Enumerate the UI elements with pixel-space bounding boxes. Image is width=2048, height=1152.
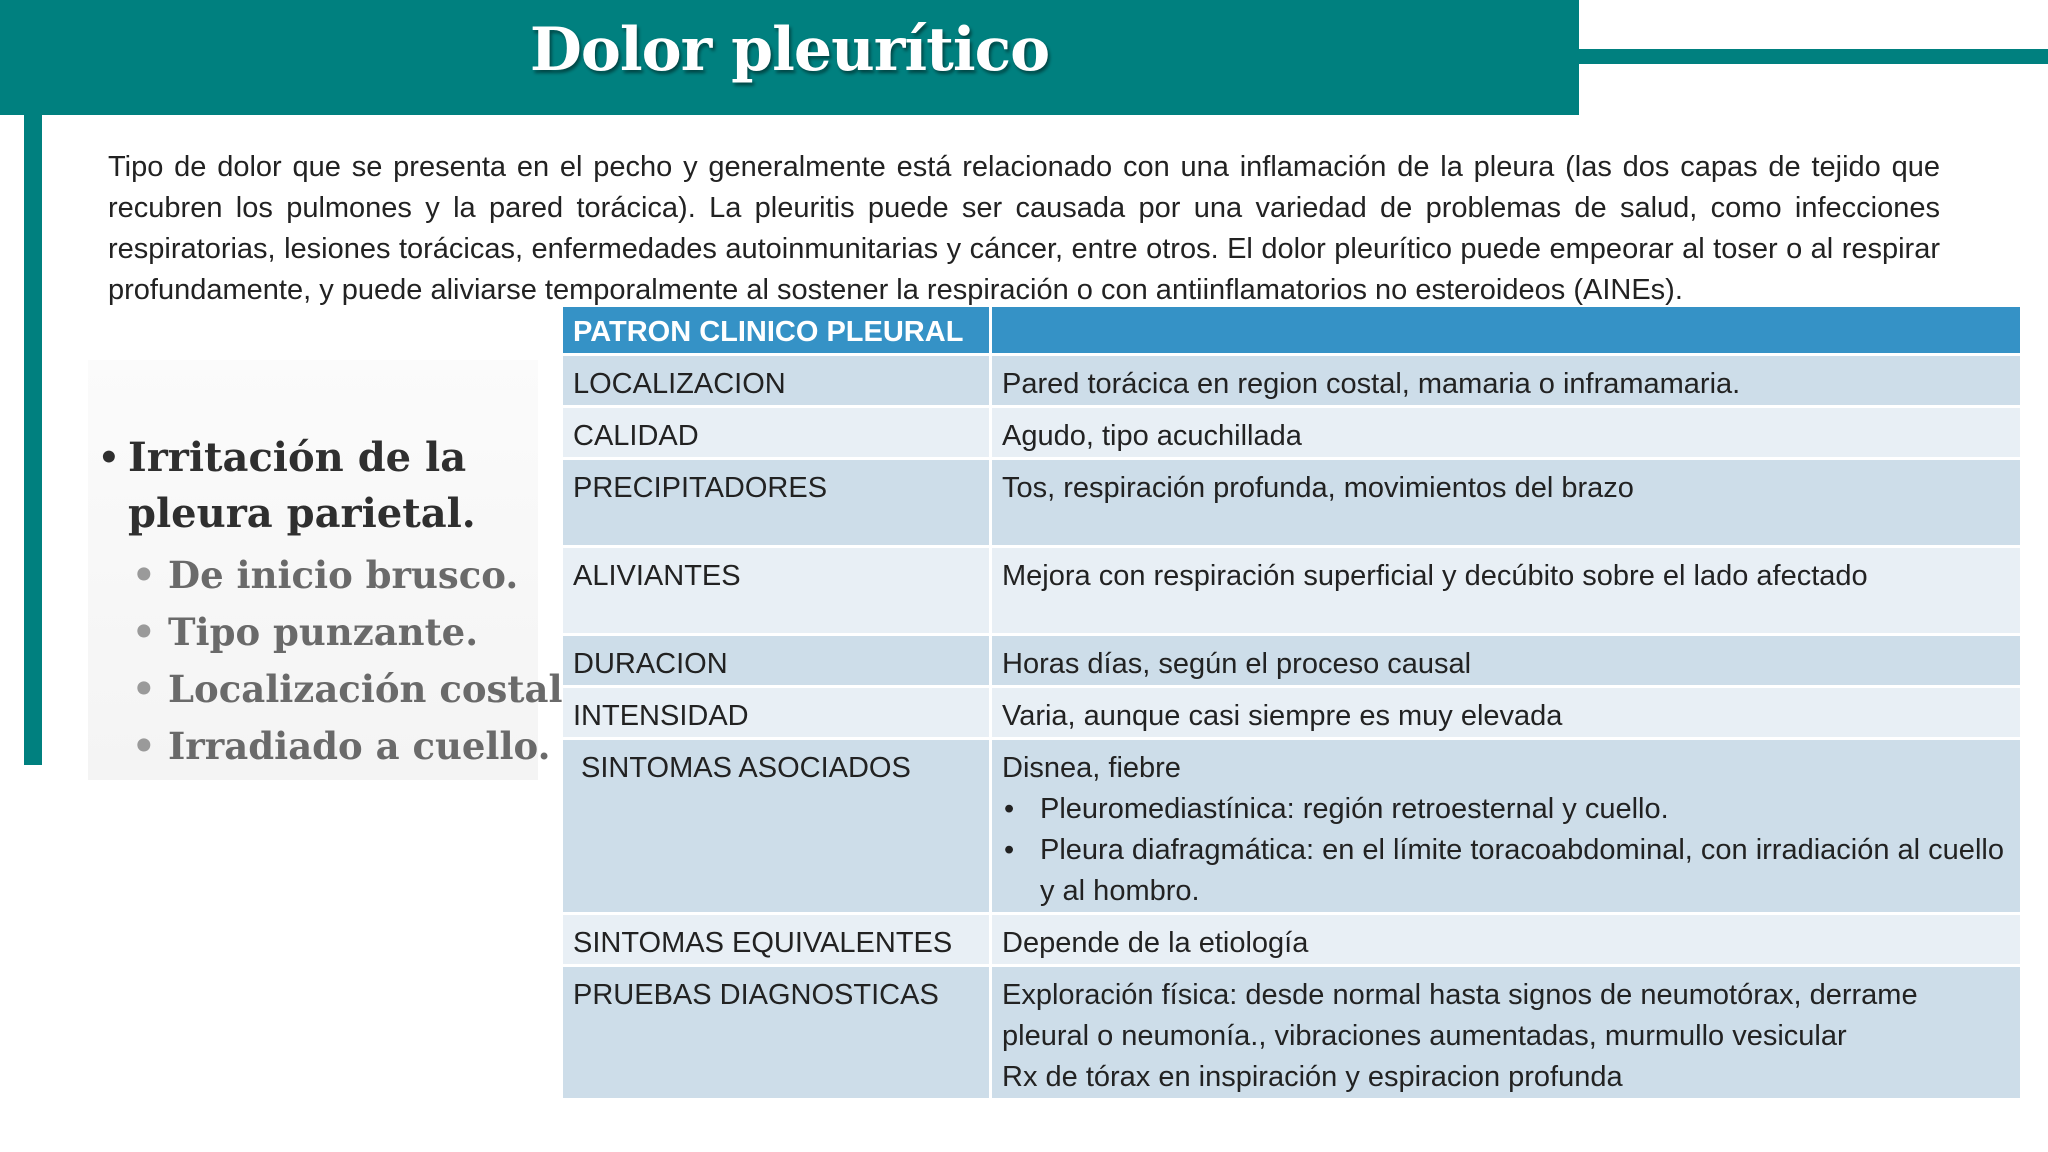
row-value-line: Exploración física: desde normal hasta signos de neumotórax, derrame pleural o neumonía., vibraciones aumentadas, murmullo vesicular — [1002, 979, 1918, 1052]
table-row — [563, 459, 2022, 547]
row-label: PRUEBAS DIAGNOSTICAS — [563, 966, 991, 1100]
associated-symptoms-list — [1002, 789, 2010, 912]
table-row — [563, 687, 2022, 739]
row-value-line: Rx de tórax en inspiración y espiracion profunda — [1002, 1061, 1623, 1093]
row-value — [991, 966, 2022, 1100]
row-value: Tos, respiración profunda, movimientos del brazo — [991, 459, 2022, 547]
row-value: Varia, aunque casi siempre es muy elevada — [991, 687, 2022, 739]
left-accent-bar — [24, 115, 42, 765]
table-row — [563, 739, 2022, 914]
clipping-item: • Tipo punzante. — [132, 604, 563, 661]
row-label: INTENSIDAD — [563, 687, 991, 739]
row-label: SINTOMAS ASOCIADOS — [563, 739, 991, 914]
row-label: SINTOMAS EQUIVALENTES — [563, 914, 991, 966]
row-label: DURACION — [563, 635, 991, 687]
row-value: Pared torácica en region costal, mamaria o inframamaria. — [991, 355, 2022, 407]
bullet-icon: • — [132, 610, 156, 654]
table-row — [563, 407, 2022, 459]
clipping-item: • De inicio brusco. — [132, 547, 563, 604]
row-value: Mejora con respiración superficial y decúbito sobre el lado afectado — [991, 547, 2022, 635]
table-row — [563, 966, 2022, 1100]
clipping-item: • Localización costal — [132, 661, 563, 718]
bullet-icon: • — [132, 553, 156, 597]
row-value: Depende de la etiología — [991, 914, 2022, 966]
textbook-clipping — [88, 360, 563, 780]
table-header-row — [563, 307, 2022, 355]
row-label: PRECIPITADORES — [563, 459, 991, 547]
intro-paragraph: Tipo de dolor que se presenta en el pecho y generalmente está relacionado con una inflamación de la pleura (las dos capas de tejido que recubren los pulmones y la pared torácica). La pleuritis puede ser causada por una variedad de problemas de salud, como infecciones respiratorias, lesiones torácicas, enfermedades autoinmunitarias y cáncer, entre otros. El dolor pleurítico puede empeorar al toser o al respirar profundamente, y puede aliviarse temporalmente al sostener la respiración o con antiinflamatorios no esteroideos (AINEs). — [108, 151, 1940, 306]
clipping-item: • Irradiado a cuello. — [132, 718, 563, 775]
row-label: ALIVIANTES — [563, 547, 991, 635]
row-label: LOCALIZACION — [563, 355, 991, 407]
table-header-empty — [991, 307, 2022, 355]
clinical-pattern-table — [563, 307, 2023, 1101]
row-value: Agudo, tipo acuchillada — [991, 407, 2022, 459]
clipping-main-point — [98, 430, 488, 542]
clipping-main-text: Irritación de la pleura parietal. — [128, 434, 476, 537]
bullet-icon: • — [132, 724, 156, 768]
clipping-sub-list — [132, 547, 563, 775]
table-header: PATRON CLINICO PLEURAL — [563, 307, 991, 355]
row-label: CALIDAD — [563, 407, 991, 459]
list-item: • Pleura diafragmática: en el límite toracoabdominal, con irradiación al cuello y al hombro. — [1002, 830, 2010, 912]
table-row — [563, 635, 2022, 687]
table-row — [563, 547, 2022, 635]
table-row — [563, 914, 2022, 966]
page-title: Dolor pleurítico — [529, 15, 1050, 85]
bullet-icon: • — [132, 667, 156, 711]
table-row — [563, 355, 2022, 407]
row-value — [991, 739, 2022, 914]
row-value: Horas días, según el proceso causal — [991, 635, 2022, 687]
list-item: • Pleuromediastínica: región retroesternal y cuello. — [1002, 789, 2010, 830]
bullet-icon: • — [98, 438, 120, 478]
title-accent-line — [1579, 49, 2048, 64]
row-value-line: Disnea, fiebre — [1002, 752, 1181, 784]
